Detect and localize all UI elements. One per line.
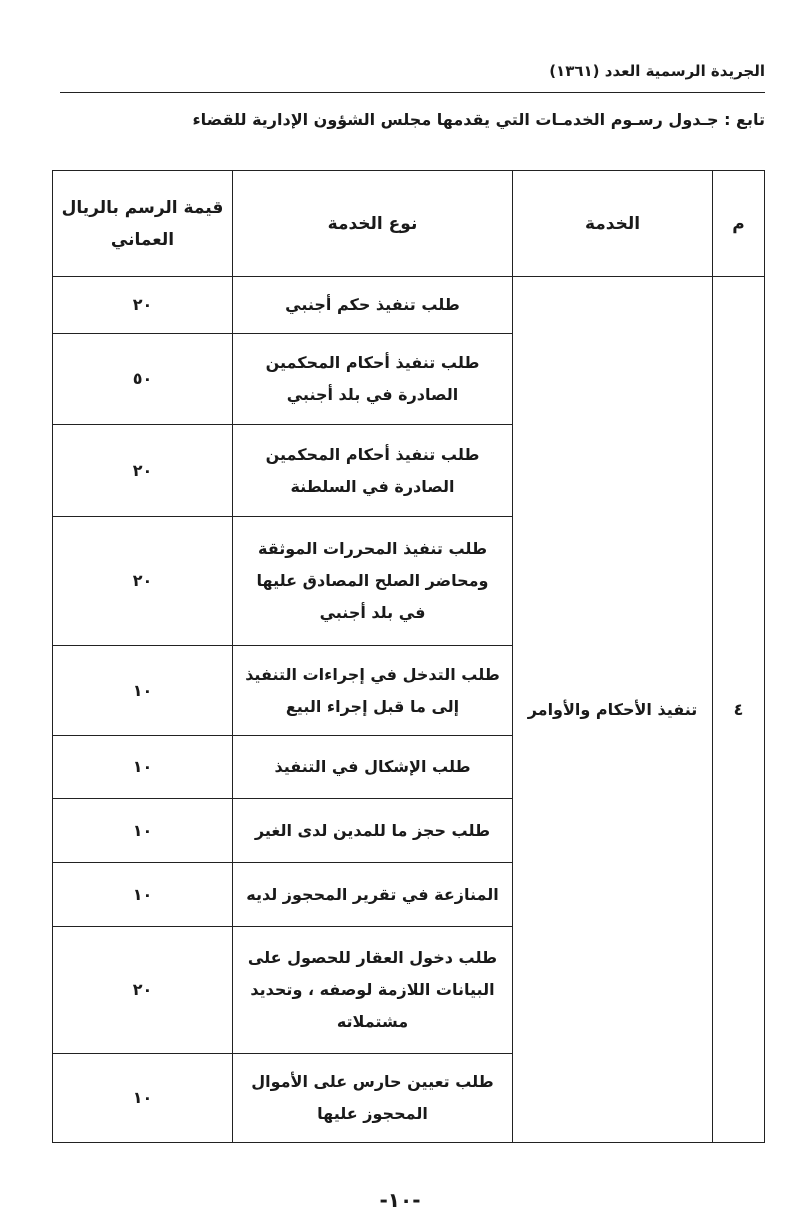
fee-cell: ٥٠ — [53, 334, 233, 425]
table-caption: تابع : جـدول رسـوم الخدمـات التي يقدمها مجلس الشؤون الإدارية للقضاء — [192, 110, 765, 129]
fee-cell: ٢٠ — [53, 277, 233, 334]
fee-cell: ١٠ — [53, 863, 233, 927]
service-type-cell: طلب حجز ما للمدين لدى الغير — [233, 799, 513, 863]
fee-cell: ١٠ — [53, 646, 233, 736]
service-type-cell: طلب تعيين حارس على الأموال المحجوز عليها — [233, 1054, 513, 1143]
service-type-cell: طلب تنفيذ المحررات الموثقة ومحاضر الصلح المصادق عليها في بلد أجنبي — [233, 517, 513, 646]
header-divider — [60, 92, 765, 93]
table-header-row — [53, 171, 765, 277]
gazette-header: الجريدة الرسمية العدد (١٣٦١) — [549, 62, 765, 80]
service-type-cell: المنازعة في تقرير المحجوز لديه — [233, 863, 513, 927]
table-row — [53, 277, 765, 334]
fee-cell: ١٠ — [53, 799, 233, 863]
fee-cell: ٢٠ — [53, 927, 233, 1054]
header-fee: قيمة الرسم بالريال العماني — [53, 171, 233, 277]
service-type-cell: طلب دخول العقار للحصول على البيانات اللازمة لوصفه ، وتحديد مشتملاته — [233, 927, 513, 1054]
header-service: الخدمة — [513, 171, 713, 277]
fee-cell: ١٠ — [53, 1054, 233, 1143]
group-service: تنفيذ الأحكام والأوامر — [513, 277, 713, 1143]
fee-cell: ٢٠ — [53, 425, 233, 517]
service-type-cell: طلب تنفيذ أحكام المحكمين الصادرة في بلد أجنبي — [233, 334, 513, 425]
fees-table — [52, 170, 765, 1143]
service-type-cell: طلب تنفيذ حكم أجنبي — [233, 277, 513, 334]
page-number: -١٠- — [379, 1188, 421, 1212]
fee-cell: ٢٠ — [53, 517, 233, 646]
service-type-cell: طلب التدخل في إجراءات التنفيذ إلى ما قبل إجراء البيع — [233, 646, 513, 736]
group-num: ٤ — [713, 277, 765, 1143]
service-type-cell: طلب الإشكال في التنفيذ — [233, 736, 513, 799]
header-num: م — [713, 171, 765, 277]
service-type-cell: طلب تنفيذ أحكام المحكمين الصادرة في السلطنة — [233, 425, 513, 517]
header-service-type: نوع الخدمة — [233, 171, 513, 277]
fee-cell: ١٠ — [53, 736, 233, 799]
